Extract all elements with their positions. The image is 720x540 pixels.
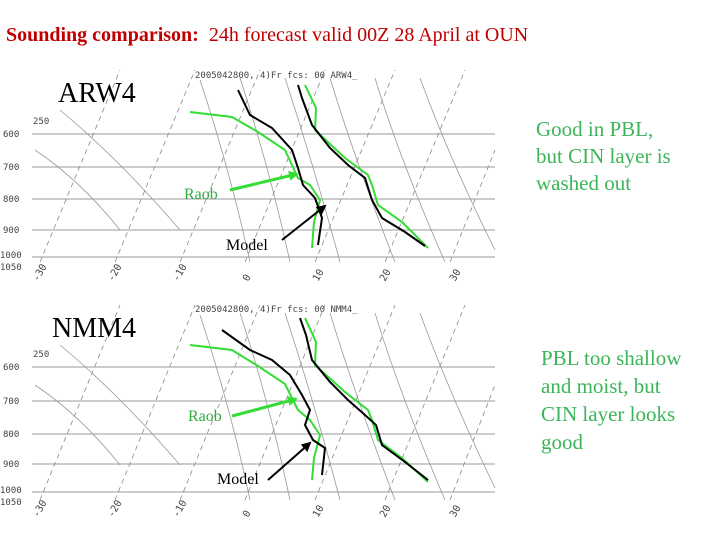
temperature-axis-top [31, 262, 464, 283]
t-label: 20 [378, 503, 394, 520]
model-label: Model [217, 471, 259, 488]
raob-label: Raob [188, 408, 222, 425]
model-dewpoint-line [238, 90, 322, 245]
p-label: 600 [3, 363, 20, 373]
p-label: 900 [3, 226, 20, 236]
p-label: 600 [3, 130, 20, 140]
note-line: washed out [536, 171, 632, 195]
p-label: 1000 [0, 251, 22, 261]
t-label: 20 [378, 267, 394, 284]
t-label: -30 [31, 498, 50, 520]
t-label: -20 [106, 498, 125, 520]
p-label: 900 [3, 460, 20, 470]
temperature-axis-bottom [31, 498, 464, 519]
t-label: -20 [106, 262, 125, 284]
arw4-comment [536, 116, 671, 197]
pressure-axis-bottom [0, 350, 49, 508]
panel-label-nmm4: NMM4 [52, 313, 137, 344]
t-label: 30 [448, 267, 464, 284]
title-rest: 24h forecast valid 00Z 28 April at OUN [208, 24, 529, 46]
p-label: 700 [3, 163, 20, 173]
nmm4-comment [541, 344, 681, 456]
panel-label-arw4: ARW4 [58, 78, 136, 109]
panel-header: 2005042800, 4)Fr fcs: 00 NMM4_ [195, 305, 358, 315]
mixing-ratio-label: 250 [33, 350, 50, 360]
raob-temperature-line [305, 85, 428, 248]
t-label: -10 [171, 498, 190, 520]
t-label: -30 [31, 262, 50, 284]
note-line: CIN layer looks [541, 402, 676, 426]
t-label: 10 [311, 267, 327, 284]
model-label: Model [226, 237, 268, 254]
note-line: good [541, 430, 583, 454]
p-label: 1050 [0, 498, 22, 508]
panel-header: 2005042800, 4)Fr fcs: 00 ARW4_ [195, 71, 358, 81]
p-label: 800 [3, 195, 20, 205]
note-line: Good in PBL, [536, 117, 654, 141]
note-line: PBL too shallow [541, 346, 682, 370]
mixing-ratio-label: 250 [33, 117, 50, 127]
p-label: 1050 [0, 263, 22, 273]
model-temperature-line [300, 318, 428, 480]
isobars [32, 367, 495, 492]
t-label: 30 [448, 503, 464, 520]
p-label: 1000 [0, 486, 22, 496]
raob-arrow [230, 174, 297, 190]
t-label: -10 [171, 262, 190, 284]
raob-arrow [232, 399, 296, 416]
title-bold: Sounding comparison: [6, 24, 199, 46]
t-label: 0 [241, 508, 254, 520]
note-line: and moist, but [541, 374, 661, 398]
p-label: 700 [3, 397, 20, 407]
model-arrow [268, 443, 310, 480]
raob-label: Raob [184, 186, 218, 203]
model-temperature-line [298, 85, 425, 246]
p-label: 800 [3, 430, 20, 440]
note-line: but CIN layer is [536, 144, 671, 168]
t-label: 0 [241, 272, 254, 284]
t-label: 10 [311, 503, 327, 520]
pressure-axis-top [0, 117, 49, 273]
